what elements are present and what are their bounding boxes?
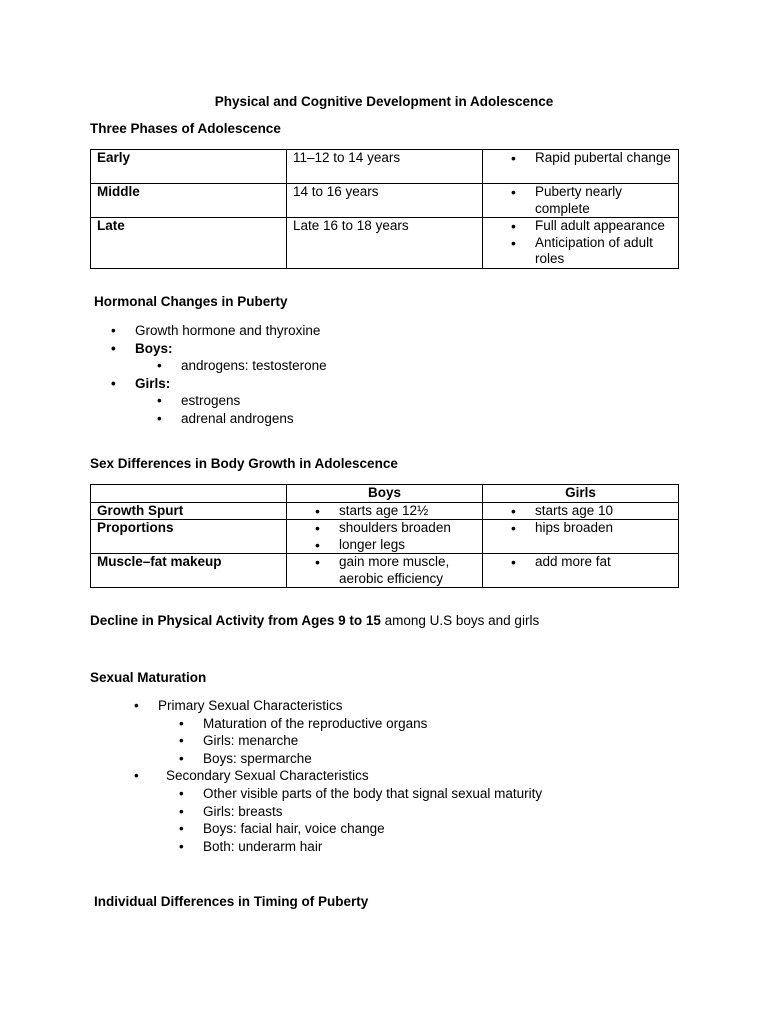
notes-cell — [483, 184, 679, 218]
hormonal-list — [0, 322, 768, 428]
decline-rest-text: among U.S boys and girls — [380, 613, 540, 628]
list-item: • Girls: breasts — [179, 803, 283, 819]
header-cell — [91, 485, 287, 503]
sexual-maturation-heading: Sexual Maturation — [90, 670, 207, 685]
list-item: • starts age 10 — [489, 503, 672, 520]
decline-bold-text: Decline in Physical Activity from Ages 9 to 15 — [90, 613, 381, 628]
list-item: • adrenal androgens — [157, 410, 294, 426]
list-item: • hips broaden — [489, 520, 672, 537]
list-item: • Full adult appearance — [489, 218, 672, 235]
boys-cell — [287, 520, 483, 554]
phase-cell: Middle — [91, 184, 287, 218]
list-item: • Other visible parts of the body that signal sexual maturity — [179, 785, 543, 801]
hormonal-heading: Hormonal Changes in Puberty — [94, 294, 288, 309]
girls-cell — [483, 520, 679, 554]
list-item: • Secondary Sexual Characteristics — [134, 768, 369, 784]
list-item: • longer legs — [293, 537, 476, 554]
table-row — [91, 554, 679, 588]
individual-heading: Individual Differences in Timing of Puberty — [94, 894, 369, 909]
table-row — [91, 184, 679, 218]
list-item: • estrogens — [157, 393, 241, 409]
notes-cell — [483, 218, 679, 269]
decline-line — [90, 613, 539, 630]
list-item: • Boys: spermarche — [179, 750, 312, 766]
phase-cell: Late — [91, 218, 287, 269]
list-item: • Puberty nearly complete — [489, 184, 672, 217]
phase-cell: Early — [91, 150, 287, 184]
phases-heading: Three Phases of Adolescence — [90, 121, 281, 136]
document-title: Physical and Cognitive Development in Adolescence — [214, 94, 554, 109]
list-item: • Boys: facial hair, voice change — [179, 821, 385, 837]
list-item: • Primary Sexual Characteristics — [134, 698, 343, 713]
table-row — [91, 150, 679, 184]
list-item: • shoulders broaden — [293, 520, 476, 537]
sexual-maturation-list — [0, 697, 768, 855]
girls-cell — [483, 554, 679, 588]
age-cell: Late 16 to 18 years — [287, 218, 483, 269]
list-item: • Rapid pubertal change — [489, 150, 672, 167]
sex-differences-heading: Sex Differences in Body Growth in Adolescence — [90, 456, 398, 471]
table-row — [91, 520, 679, 554]
girls-cell — [483, 502, 679, 520]
list-item: • Both: underarm hair — [179, 838, 323, 854]
age-cell: 11–12 to 14 years — [287, 150, 483, 184]
phases-table — [90, 149, 679, 269]
header-cell-boys: Boys — [287, 485, 483, 503]
row-label: Growth Spurt — [91, 502, 287, 520]
table-row — [91, 218, 679, 269]
row-label: Muscle–fat makeup — [91, 554, 287, 588]
list-item: • Girls: — [111, 375, 171, 391]
table-header-row — [91, 485, 679, 503]
list-item: • Maturation of the reproductive organs — [179, 715, 428, 731]
list-item: • Growth hormone and thyroxine — [111, 323, 321, 338]
list-item: • gain more muscle, aerobic efficiency — [293, 554, 476, 587]
boys-cell — [287, 502, 483, 520]
list-item: • Girls: menarche — [179, 733, 299, 749]
header-cell-girls: Girls — [483, 485, 679, 503]
sex-differences-table — [90, 484, 679, 588]
boys-cell — [287, 554, 483, 588]
list-item: • Anticipation of adult roles — [489, 235, 672, 268]
table-row — [91, 502, 679, 520]
age-cell: 14 to 16 years — [287, 184, 483, 218]
notes-cell — [483, 150, 679, 184]
row-label: Proportions — [91, 520, 287, 554]
list-item: • add more fat — [489, 554, 672, 571]
list-item: • Boys: — [111, 340, 173, 356]
list-item: • androgens: testosterone — [157, 358, 327, 374]
list-item: • starts age 12½ — [293, 503, 476, 520]
